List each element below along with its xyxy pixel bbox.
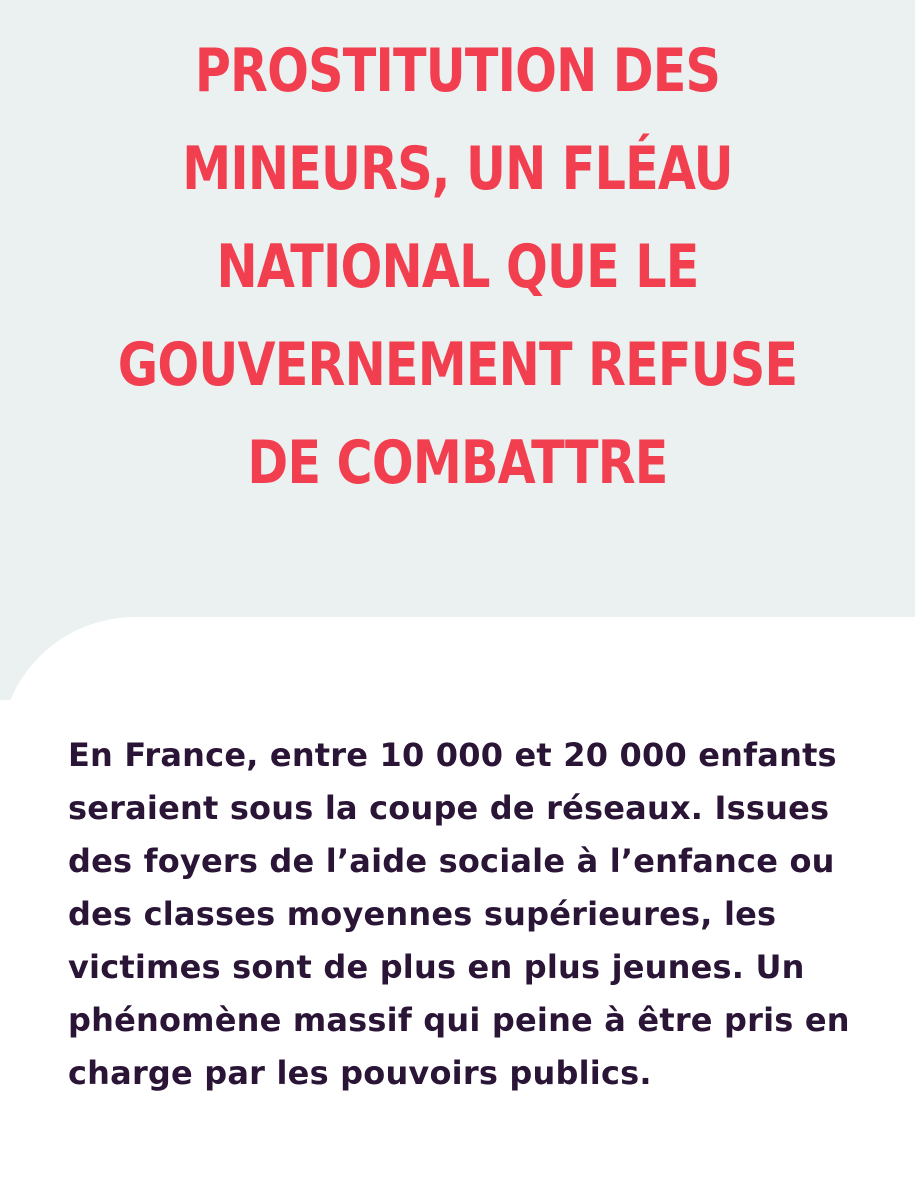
article-lede: En France, entre 10 000 et 20 000 enfants seraient sous la coupe de réseaux. Issues des foyers de l’aide sociale à l’enfance ou des classes moyennes supérieures, les victimes sont de plus en plus jeunes. Un phénomène massif qui peine à être pris en charge par les pouvoirs publics. [68, 736, 850, 1092]
article-headline: PROSTITUTION DES MINEURS, UN FLÉAU NATIONAL QUE LE GOUVERNEMENT REFUSE DE COMBATTRE [117, 36, 798, 498]
